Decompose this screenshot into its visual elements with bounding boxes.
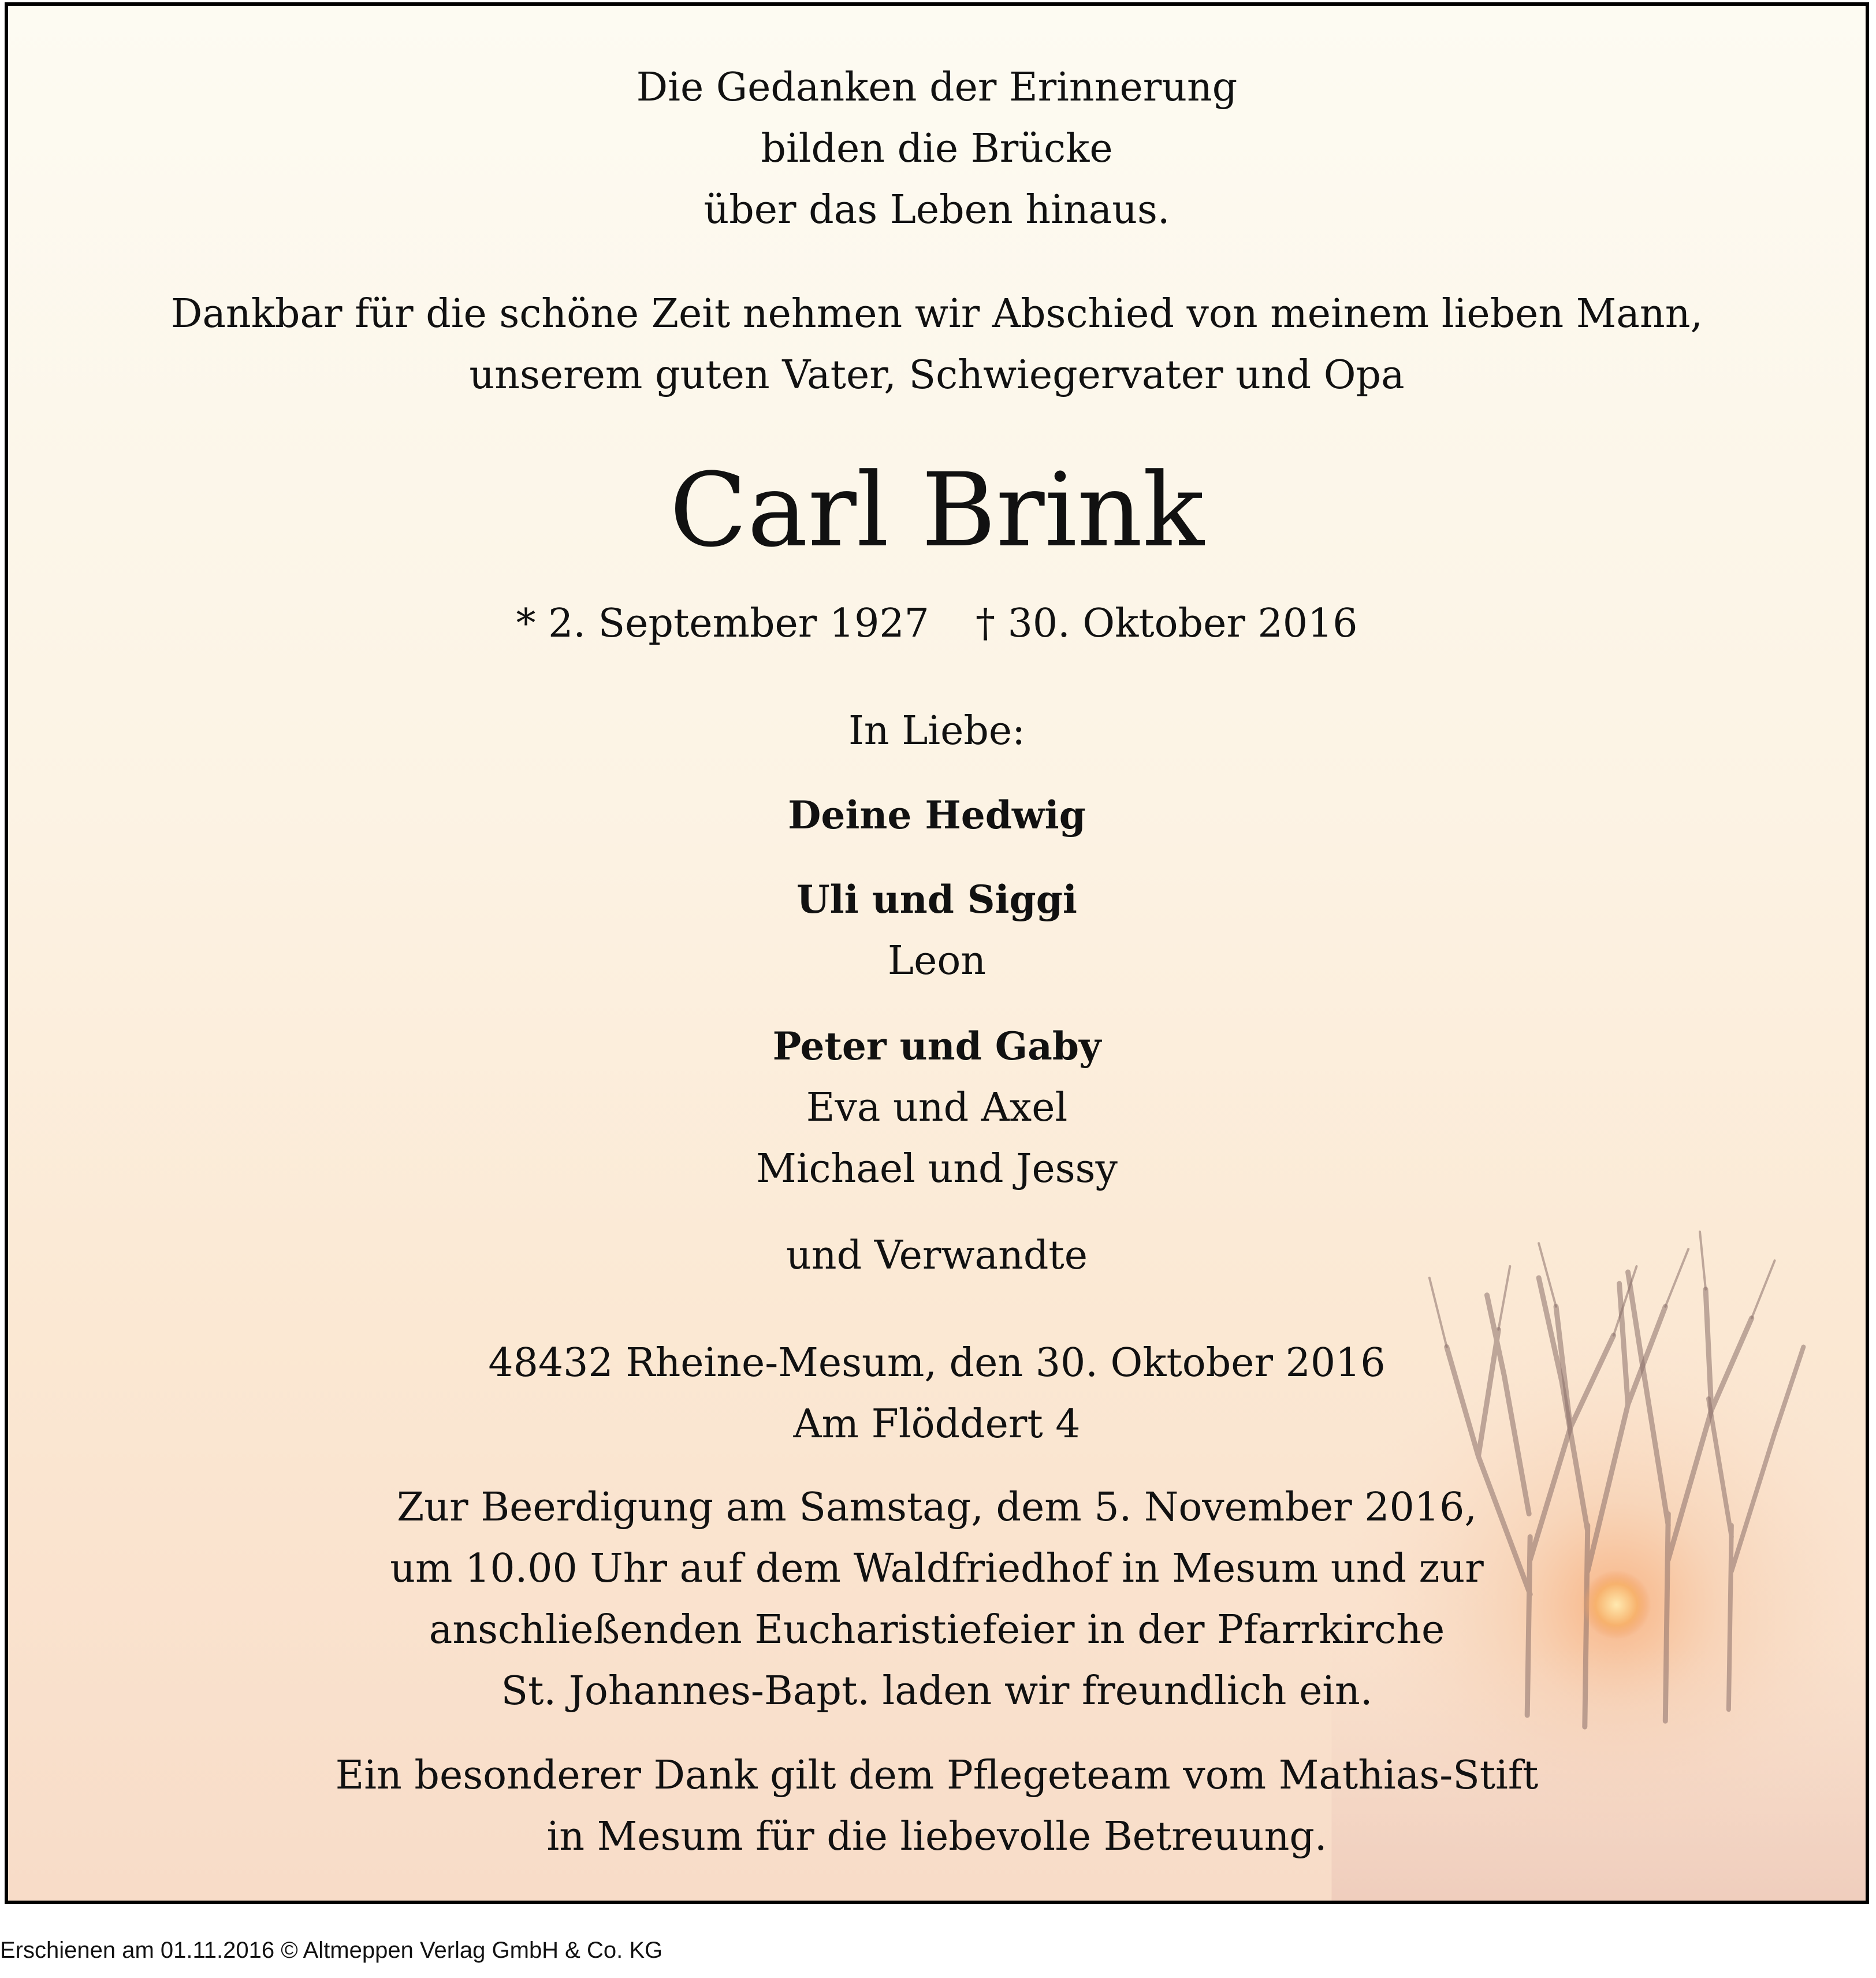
mourners-heading: In Liebe: <box>848 708 1026 754</box>
poem-line-1: Die Gedanken der Erinnerung <box>636 65 1238 110</box>
obituary-notice <box>5 2 1869 1904</box>
mourner-family2-child: Michael und Jessy <box>756 1146 1118 1192</box>
funeral-line-4: St. Johannes-Bapt. laden wir freundlich ein. <box>501 1668 1373 1714</box>
intro-line-1: Dankbar für die schöne Zeit nehmen wir Abschied von meinem lieben Mann, <box>170 291 1703 337</box>
mourner-family2-child: Eva und Axel <box>806 1085 1068 1131</box>
birth-date: * 2. September 1927 <box>516 601 929 646</box>
thanks-line-1: Ein besonderer Dank gilt dem Pflegeteam vom Mathias-Stift <box>335 1753 1539 1798</box>
funeral-line-2: um 10.00 Uhr auf dem Waldfriedhof in Mesum und zur <box>390 1546 1484 1592</box>
death-date: † 30. Oktober 2016 <box>975 601 1358 646</box>
mourner-family1-child: Leon <box>887 938 987 984</box>
address-line-1: 48432 Rheine-Mesum, den 30. Oktober 2016 <box>488 1340 1386 1386</box>
mourner-relatives: und Verwandte <box>786 1233 1088 1278</box>
mourner-family1-couple: Uli und Siggi <box>796 877 1077 922</box>
deceased-name: Carl Brink <box>669 451 1204 570</box>
intro-line-2: unserem guten Vater, Schwiegervater und Opa <box>469 352 1405 398</box>
funeral-line-3: anschließenden Eucharistiefeier in der Pfarrkirche <box>429 1607 1445 1653</box>
address-line-2: Am Flöddert 4 <box>793 1401 1081 1447</box>
funeral-line-1: Zur Beerdigung am Samstag, dem 5. November 2016, <box>397 1485 1477 1530</box>
publication-footer: Erschienen am 01.11.2016 © Altmeppen Verlag GmbH & Co. KG <box>0 1938 663 1963</box>
poem-line-2: bilden die Brücke <box>761 126 1113 172</box>
life-dates <box>8 601 1866 646</box>
poem-line-3: über das Leben hinaus. <box>704 187 1170 233</box>
mourner-family2-couple: Peter und Gaby <box>772 1024 1101 1069</box>
mourner-wife: Deine Hedwig <box>788 793 1086 838</box>
thanks-line-2: in Mesum für die liebevolle Betreuung. <box>546 1814 1327 1860</box>
